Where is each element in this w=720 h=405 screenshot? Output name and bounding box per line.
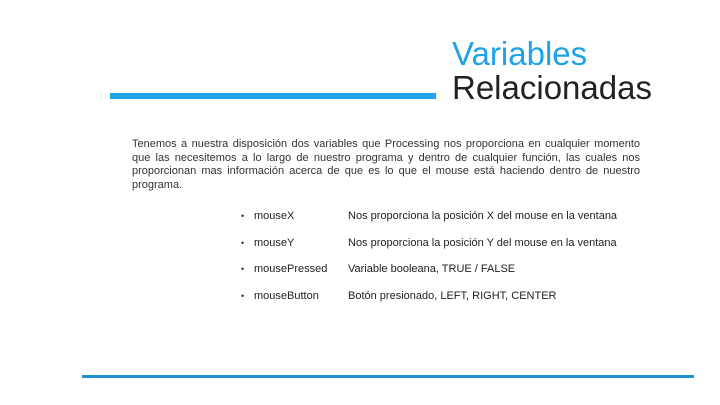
variable-description: Nos proporciona la posición Y del mouse en la ventana	[348, 236, 617, 249]
mouse-variables-list	[241, 203, 661, 309]
list-item	[241, 283, 661, 310]
footer-accent-bar	[82, 375, 694, 378]
variable-name: mousePressed	[254, 263, 328, 276]
bullet-icon: •	[241, 290, 245, 301]
bullet-icon: •	[241, 264, 245, 275]
variable-name: mouseX	[254, 210, 295, 223]
list-item	[241, 256, 661, 283]
bullet-icon: •	[241, 211, 245, 222]
list-item	[241, 203, 661, 230]
list-item	[241, 230, 661, 257]
variable-name: mouseButton	[254, 289, 319, 302]
variable-description: Variable booleana, TRUE / FALSE	[348, 263, 516, 276]
variable-description: Botón presionado, LEFT, RIGHT, CENTER	[348, 289, 557, 302]
variable-description: Nos proporciona la posición X del mouse en la ventana	[348, 210, 618, 223]
slide-title-line-2: Relacionadas	[452, 69, 652, 106]
slide-title-line-1: Variables	[452, 35, 588, 72]
intro-paragraph: Tenemos a nuestra disposición dos variables que Processing nos proporciona en cualquier momento que las necesitemos a lo largo de nuestro programa y dentro de cualquier función, las cuales nos proporcionan mas información acerca de que es lo que el mouse está haciendo dentro de nuestro programa.	[132, 138, 640, 191]
bullet-icon: •	[241, 237, 245, 248]
title-accent-bar	[110, 93, 436, 99]
variable-name: mouseY	[254, 236, 295, 249]
